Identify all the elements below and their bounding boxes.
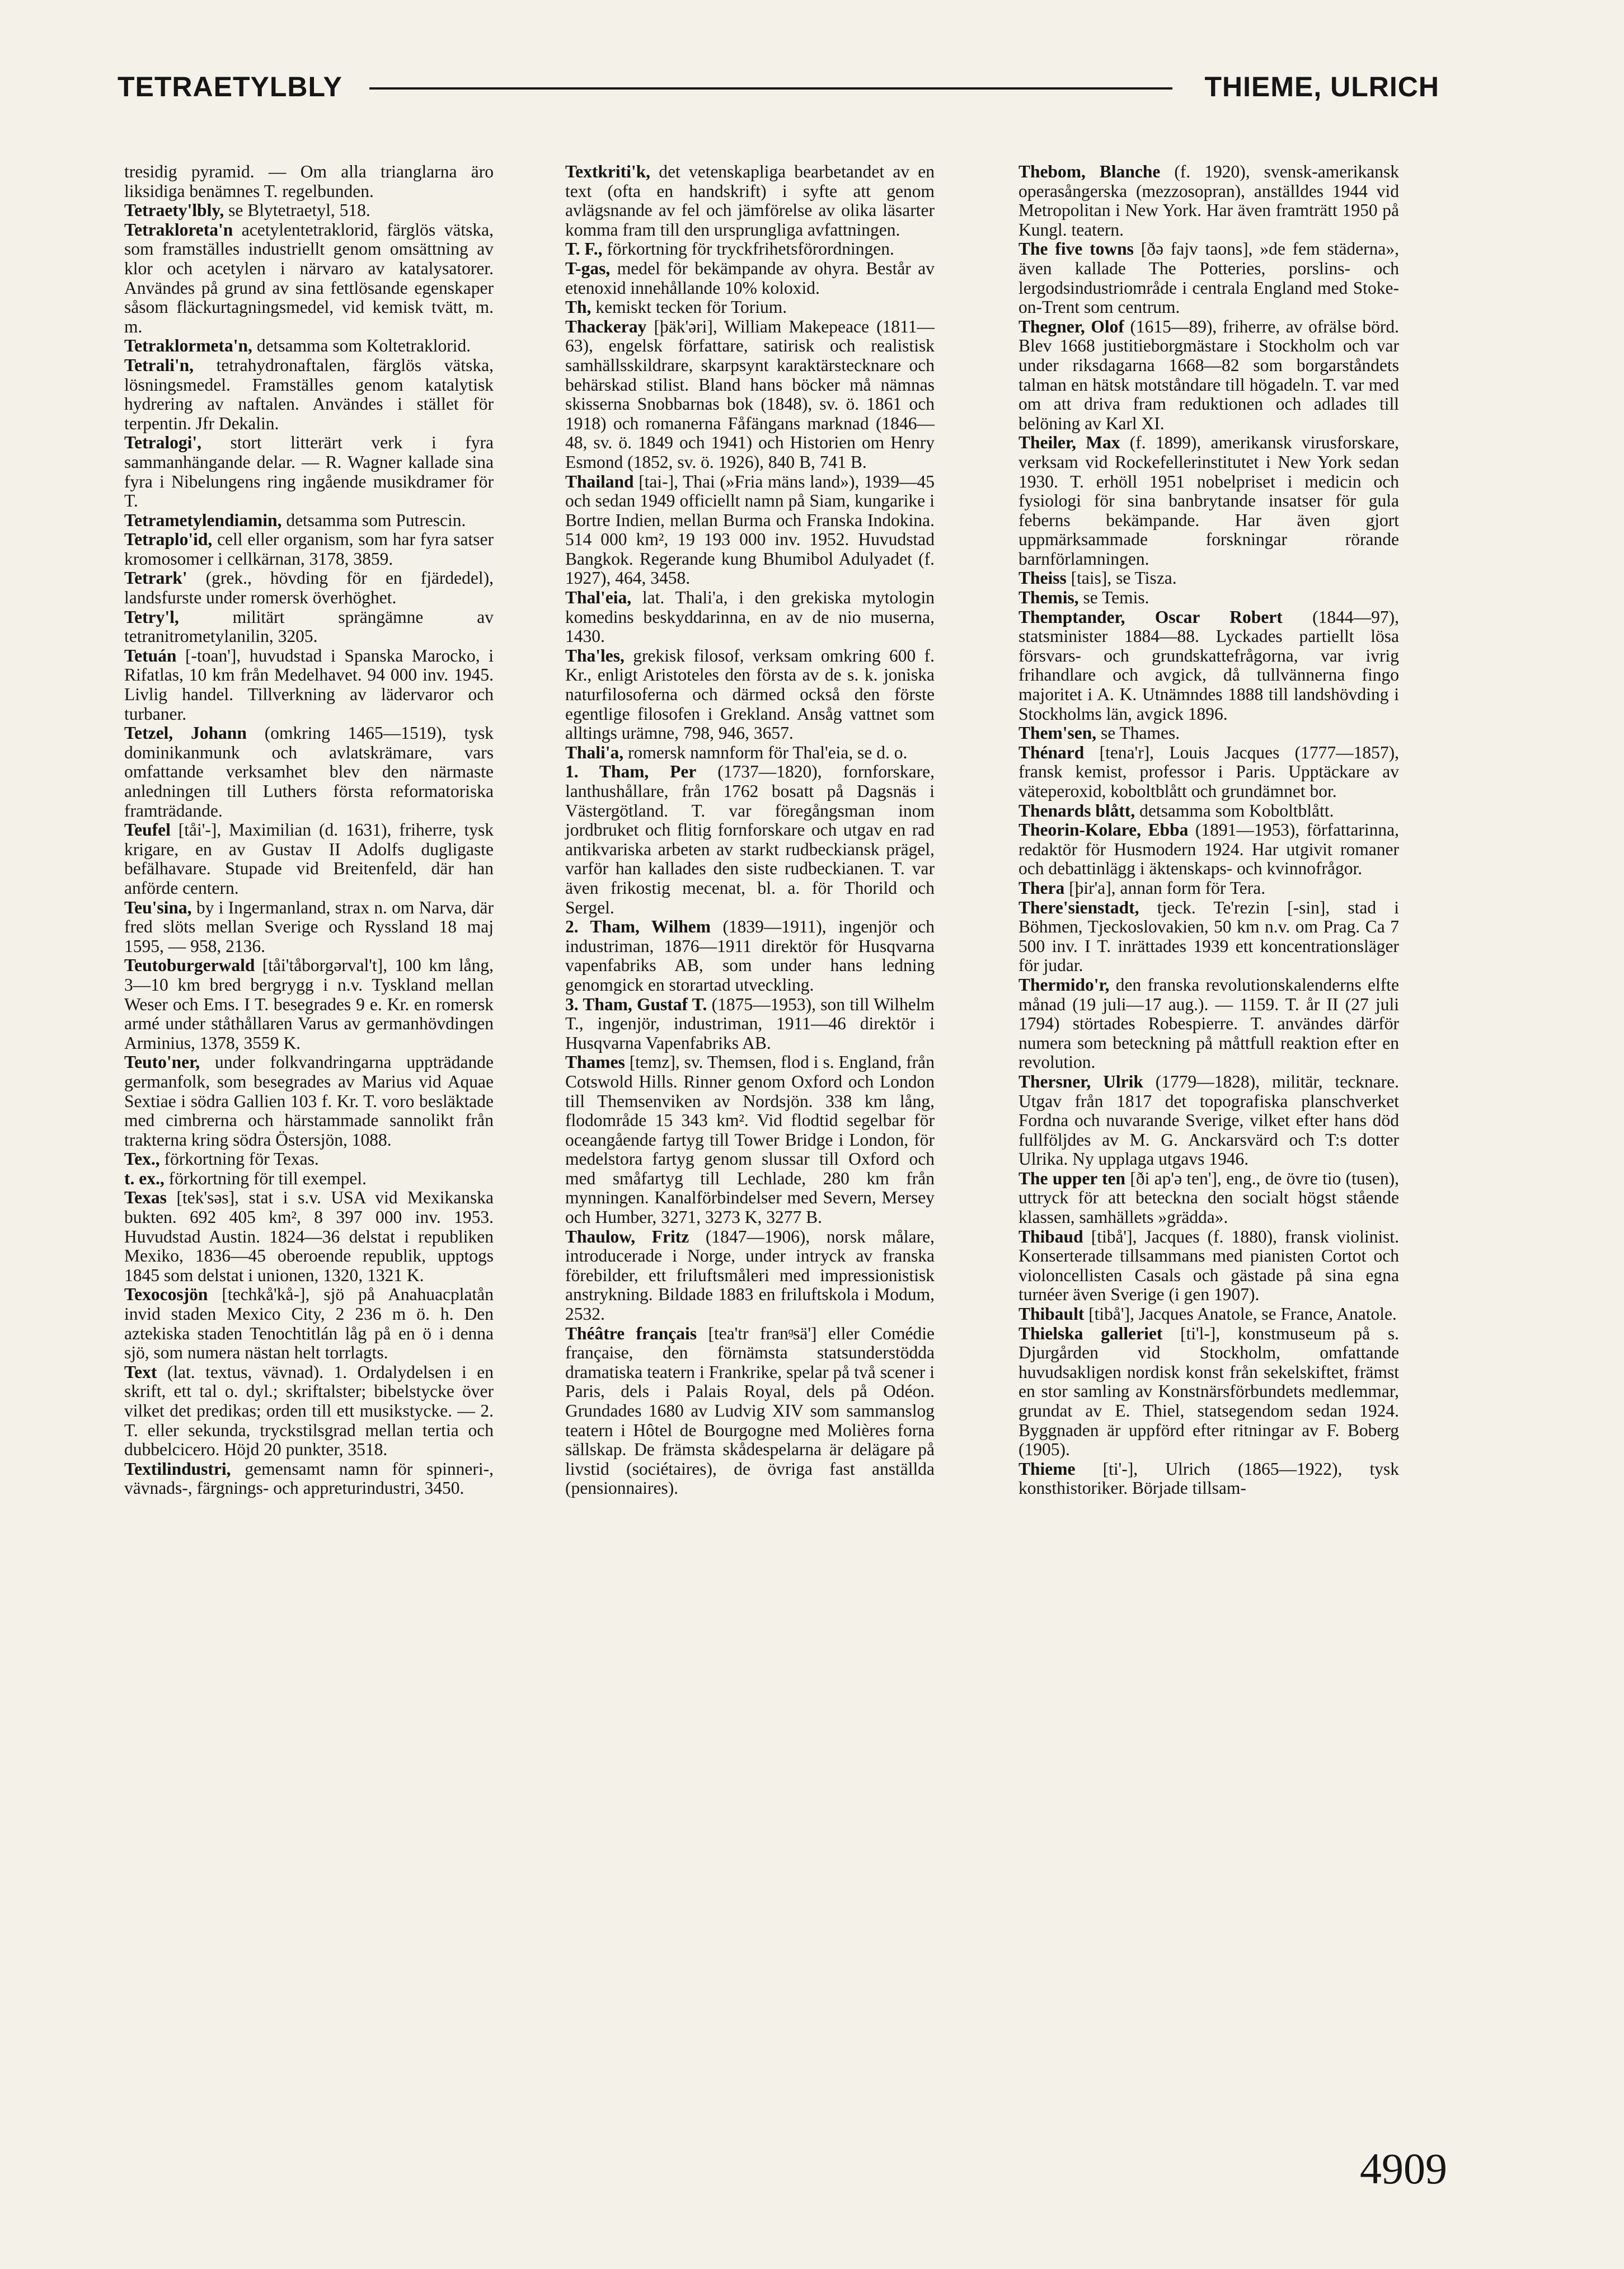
dictionary-entry: [565, 298, 935, 317]
entry-headword: Tetrakloreta'n: [124, 219, 233, 240]
entry-definition: (1779—1828), militär, tecknare. Utgav från 1817 det topografiska planschverket Fordna och nuvarande Sverige, vilket efter hans död fullföljdes av M. G. Anckarsvärd och T:s dotter Ulrika. Ny upplaga utgavs 1946.: [1018, 1071, 1400, 1169]
entry-definition: [-toan'], huvudstad i Spanska Marocko, i Rifatlas, 10 km från Medelhavet. 94 000 inv. 1945. Livlig handel. Tillverkning av lädervaror och turbaner.: [124, 645, 494, 724]
entry-definition: grekisk filosof, verksam omkring 600 f. Kr., enligt Aristoteles den första av de s. k. joniska naturfilosoferna och därmed också den förste egentlige filosofen i Grekland. Ansåg vattnet som alltings urämne, 798, 946, 3657.: [565, 645, 935, 743]
entry-headword: 2. Tham, Wilhem: [565, 917, 711, 937]
dictionary-entry: [1018, 879, 1399, 898]
entry-definition: (1847—1906), norsk målare, introducerade i Norge, under intryck av franska förebilder, ett friluftsmåleri med impressionistisk anstrykning. Bildade 1883 en friluftskola i Modum, 2532.: [565, 1226, 935, 1324]
dictionary-entry: [124, 1188, 494, 1285]
entry-headword: Tetuán: [124, 645, 177, 665]
entry-definition: [ði ap'ə ten'], eng., de övre tio (tusen), uttryck för att beteckna den socialt högst stående klassen, samhällets »grädda».: [1018, 1168, 1400, 1227]
dictionary-entry: [124, 956, 494, 1053]
entry-headword: Th,: [565, 297, 592, 317]
dictionary-entry: [124, 898, 494, 957]
dictionary-entry: [565, 995, 935, 1053]
dictionary-entry: [124, 724, 494, 821]
entry-definition: den franska revolutionskalenderns elfte månad (19 juli—17 aug.). — 1159. T. år II (27 juli 1794) störtades Robespierre. T. användes därför numera som beteckning på måttfull reaktion efter en revolution.: [1018, 974, 1399, 1072]
entry-headword: Textkriti'k,: [565, 162, 650, 181]
entry-headword: Theiss: [1018, 568, 1067, 588]
dictionary-entry: [1018, 801, 1399, 821]
dictionary-entry: [565, 240, 935, 259]
entry-headword: Thieme: [1018, 1459, 1076, 1479]
entry-definition: kemiskt tecken för Torium.: [595, 297, 787, 317]
entry-headword: Thames: [565, 1052, 625, 1072]
dictionary-entry: [565, 472, 935, 589]
entry-headword: Tetralogi',: [124, 433, 201, 453]
dictionary-entry: [1018, 433, 1399, 569]
dictionary-entry: [124, 201, 494, 221]
entry-definition: [tek'səs], stat i s.v. USA vid Mexikanska bukten. 692 405 km², 8 397 000 inv. 1953. Huvudstad Austin. 1824—36 delstat i republiken Mexiko, 1836—45 oberoende republik, upptogs 1845 som delstat i unionen, 1320, 1321 K.: [124, 1188, 494, 1285]
dictionary-entry: [1018, 1169, 1399, 1227]
entry-headword: Tetraklormeta'n,: [124, 336, 252, 356]
entry-headword: The five towns: [1018, 239, 1134, 259]
entry-headword: Tex.,: [124, 1149, 160, 1169]
dictionary-entry: [565, 743, 935, 763]
dictionary-entry: [1018, 1324, 1399, 1460]
entry-definition: (1839—1911), ingenjör och industriman, 1876—1911 direktör för Husqvarna vapenfabriks AB, som under hans ledning genomgick en storartad utveckling.: [565, 917, 935, 995]
dictionary-entry: [1018, 569, 1399, 588]
entry-definition: det vetenskapliga bearbetandet av en text (ofta en handskrift) i syfte att genom avlägsnande av fel och jämförelse av olika läsarter komma fram till den ursprungliga avfattningen.: [565, 162, 935, 240]
entry-headword: Thénard: [1018, 742, 1085, 762]
entry-headword: 1. Tham, Per: [565, 762, 697, 782]
entry-headword: Themptander, Oscar Robert: [1018, 607, 1283, 627]
dictionary-entry: [1018, 743, 1399, 801]
entry-headword: Thal'eia,: [565, 588, 632, 608]
entry-definition: (f. 1899), amerikansk virusforskare, verksam vid Rockefellerinstitutet i New York sedan 1930. T. erhöll 1951 nobelpriset i medicin och fysiologi för sina banbrytande insatser för gula feberns bekämpande. Har även gjort uppmärksammade forskningar rörande barnförlamningen.: [1018, 433, 1400, 569]
entry-definition: by i Ingermanland, strax n. om Narva, där fred slöts mellan Sverige och Ryssland 18 maj 1595, — 958, 2136.: [124, 897, 494, 956]
entry-definition: [tåi'tåborgərval't], 100 km lång, 3—10 km bred bergrygg i n.v. Tyskland mellan Weser och Ems. I T. besegrades 9 e. Kr. en romersk armé under ståthållaren Varus av germanhövdingen Arminius, 1378, 3559 K.: [124, 955, 494, 1053]
entry-definition: förkortning för Texas.: [164, 1149, 319, 1169]
dictionary-entry: [124, 221, 494, 337]
dictionary-entry: [1018, 1072, 1399, 1169]
entry-definition: under folkvandringarna uppträdande germanfolk, som besegrades av Marius vid Aquae Sextiae i södra Gallien 103 f. Kr. T. voro besläktade med cimbrerna och härstammade sannolikt från trakterna kring södra Östersjön, 1088.: [124, 1052, 494, 1150]
entry-headword: Thaulow, Fritz: [565, 1226, 689, 1246]
entry-definition: lat. Thali'a, i den grekiska mytologin komedins beskyddarinna, en av de nio muserna, 1430.: [565, 588, 935, 646]
entry-definition: [tais], se Tisza.: [1071, 568, 1177, 588]
dictionary-entry: [124, 1460, 494, 1498]
entry-headword: Théâtre français: [565, 1323, 697, 1343]
running-head-right: THIEME, ULRICH: [1204, 71, 1439, 102]
dictionary-entry: [124, 530, 494, 569]
entry-definition: (omkring 1465—1519), tysk dominikanmunk och avlatskrämare, vars omfattande verksamhet blev den närmaste anledningen till Luthers första reformatoriska framträdande.: [124, 723, 494, 821]
dictionary-entry: [124, 821, 494, 898]
dictionary-entry: [565, 588, 935, 646]
entry-headword: Thersner, Ulrik: [1018, 1071, 1143, 1091]
entry-headword: Tetraplo'id,: [124, 529, 213, 550]
dictionary-entry: [124, 1053, 494, 1150]
entry-definition: [temz], sv. Themsen, flod i s. England, från Cotswold Hills. Rinner genom Oxford och London till Themsenviken av Nordsjön. 338 km lång, flodområde 15 343 km². Vid flodtid segelbar för oceangående fartyg till Tower Bridge i London, för medelstora fartyg genom slussar till Oxford och med småfartyg till Lechlade, 280 km från mynningen. Kanalförbindelser med Severn, Mersey och Humber, 3271, 3273 K, 3277 B.: [565, 1052, 935, 1227]
entry-definition: tetrahydronaftalen, färglös vätska, lösningsmedel. Framställes genom katalytisk hydrering av naftalen. Användes i stället för terpentin. Jfr Dekalin.: [124, 355, 494, 433]
entry-headword: T. F.,: [565, 239, 603, 259]
entry-headword: Tetrark': [124, 568, 187, 588]
entry-definition: [ti'l-], konstmuseum på s. Djurgården vid Stockholm, omfattande huvudsakligen nordisk konst från sekelskiftet, främst en stor samling av Konstnärsförbundets medlemmar, grundat av E. Thiel, statsegendom sedan 1924. Byggnaden är uppförd efter ritningar av F. Boberg (1905).: [1018, 1323, 1399, 1460]
entry-headword: Teufel: [124, 820, 171, 840]
entry-definition: [tåi'-], Maximilian (d. 1631), friherre, tysk krigare, en av Gustav II Adolfs dugligaste befälhavare. Stupade vid Breitenfeld, där han anförde centern.: [124, 820, 494, 898]
dictionary-entry: [565, 762, 935, 917]
entry-headword: Teuto'ner,: [124, 1052, 200, 1072]
entry-definition: (lat. textus, vävnad). 1. Ordalydelsen i en skrift, ett tal o. dyl.; skriftalster; bibelstycke över vilket det predikas; orden till ett musikstycke. — 2. T. eller sekunda, tryckstilsgrad mellan tertia och dubbelcicero. Höjd 20 punkter, 3518.: [124, 1362, 494, 1460]
entry-definition: [þir'a], annan form för Tera.: [1069, 878, 1266, 898]
entry-headword: Tetrametylendiamin,: [124, 510, 282, 530]
entry-headword: Theiler, Max: [1018, 433, 1120, 453]
entry-definition: förkortning för till exempel.: [168, 1168, 367, 1188]
entry-headword: t. ex.,: [124, 1168, 165, 1188]
dictionary-entry: [1018, 976, 1399, 1072]
dictionary-entry: [124, 1363, 494, 1460]
entry-definition: [tibå'], Jacques Anatole, se France, Anatole.: [1088, 1304, 1397, 1324]
entry-headword: Thali'a,: [565, 742, 624, 762]
entry-definition: stort litterärt verk i fyra sammanhängande delar. — R. Wagner kallade sina fyra i Nibelungens ring ingående musikdramer för T.: [124, 433, 494, 511]
entry-definition: [techkå'kå-], sjö på Anahuacplatån invid staden Mexico City, 2 236 m ö. h. Den aztekiska staden Tenochtitlán låg på en ö i denna sjö, som numera nästan helt torrlagts.: [124, 1284, 494, 1363]
dictionary-entry: [124, 1169, 494, 1189]
dictionary-entry: [124, 511, 494, 531]
entry-definition: se Temis.: [1083, 588, 1149, 608]
entry-headword: Thebom, Blanche: [1018, 162, 1161, 181]
entry-definition: [ðə fajv taons], »de fem städerna», även kallade The Potteries, porslins- och lergodsindustriområde i centrala England med Stoke-on-Trent som centrum.: [1018, 239, 1400, 317]
entry-definition: tjeck. Te'rezin [-sin], stad i Böhmen, Tjeckoslovakien, 50 km n.v. om Prag. Ca 7 500 inv. I T. inrättades 1939 ett koncentrationsläger för judar.: [1018, 897, 1400, 976]
entry-headword: Tetraety'lbly,: [124, 200, 224, 221]
entry-definition: [þäk'əri], William Makepeace (1811—63), engelsk författare, satirisk och realistisk samhällsskildrare, skarpsynt karaktärstecknare och behärskad stilist. Bland hans böcker må nämnas skisserna Snobbarnas bok (1848), sv. ö. 1861 och 1918) och romanerna Fåfängans marknad (1846—48, sv. ö. 1849 och 1941) och Historien om Henry Esmond (1852, sv. ö. 1926), 840 B, 741 B.: [565, 316, 935, 472]
dictionary-entry: [565, 1324, 935, 1498]
entry-headword: Thielska galleriet: [1018, 1323, 1163, 1343]
entry-definition: [tibå'], Jacques (f. 1880), fransk violinist. Konserterade tillsammans med pianisten Cortot och violoncellisten Casals och gästade på sina egna turnéer även Sverige (i gen 1907).: [1018, 1226, 1400, 1305]
dictionary-entry: [1018, 588, 1399, 608]
entry-definition: detsamma som Putrescin.: [286, 510, 466, 530]
column-1: [124, 162, 494, 1498]
entry-definition: militärt sprängämne av tetranitrometylanilin, 3205.: [124, 607, 494, 646]
column-2: [565, 162, 935, 1498]
entry-headword: Tha'les,: [565, 645, 625, 665]
entry-headword: Theorin-Kolare, Ebba: [1018, 820, 1189, 840]
dictionary-entry: [1018, 1305, 1399, 1324]
entry-headword: Thenards blått,: [1018, 800, 1135, 821]
dictionary-entry: [1018, 898, 1399, 976]
entry-headword: 3. Tham, Gustaf T.: [565, 994, 707, 1014]
entry-headword: The upper ten: [1018, 1168, 1126, 1188]
entry-definition: se Thames.: [1101, 723, 1180, 743]
dictionary-entry: [1018, 240, 1399, 317]
entry-definition: [tea'tr franᶢsä'] eller Comédie française, den förnämsta statsunderstödda dramatiska teatern i Frankrike, spelar på två scener i Paris, dels i Palais Royal, dels på Odéon. Grundades 1680 av Ludvig XIV som sammanslog teatern i Hôtel de Bourgogne med Molières forna sällskap. De främsta skådespelarna är delägare på livstid (sociétaires), de övriga fast anställda (pensionnaires).: [565, 1323, 935, 1498]
entry-headword: There'sienstadt,: [1018, 897, 1139, 917]
dictionary-entry: [1018, 162, 1399, 240]
entry-headword: Thera: [1018, 878, 1065, 898]
entry-definition: [tai-], Thai (»Fria mäns land»), 1939—45 och sedan 1949 officiellt namn på Siam, kungarike i Bortre Indien, mellan Burma och Franska Indokina. 514 000 km², 19 193 000 inv. 1952. Huvudstad Bangkok. Regerande kung Bhumibol Adulyadet (f. 1927), 464, 3458.: [565, 471, 935, 588]
dictionary-entry: [1018, 1460, 1399, 1498]
entry-definition: (grek., hövding för en fjärdedel), landsfurste under romersk överhöghet.: [124, 568, 494, 608]
entry-definition: romersk namnform för Thal'eia, se d. o.: [628, 742, 908, 762]
dictionary-entry: [565, 1053, 935, 1227]
dictionary-entry: [565, 646, 935, 743]
dictionary-entry: [565, 317, 935, 472]
entry-headword: Thibault: [1018, 1304, 1085, 1324]
entry-definition: gemensamt namn för spinneri-, vävnads-, färgnings- och appreturindustri, 3450.: [124, 1459, 494, 1498]
dictionary-entry: [124, 1150, 494, 1169]
entry-definition: förkortning för tryckfrihetsförordningen.: [607, 239, 894, 259]
dictionary-entry: [1018, 821, 1399, 879]
dictionary-entry: [124, 336, 494, 356]
entry-definition: cell eller organism, som har fyra satser kromosomer i cellkärnan, 3178, 3859.: [124, 529, 494, 569]
header-rule: [369, 87, 1172, 90]
running-head-left: TETRAETYLBLY: [118, 71, 342, 102]
entry-definition: [ti'-], Ulrich (1865—1922), tysk konsthistoriker. Började tillsam-: [1018, 1459, 1399, 1498]
entry-headword: Text: [124, 1362, 157, 1382]
entry-headword: Teu'sina,: [124, 897, 192, 917]
entry-headword: Themis,: [1018, 588, 1079, 608]
entry-definition: acetylentetraklorid, färglös vätska, som framställes industriellt genom omsättning av klor och acetylen i närvaro av katalysatorer. Användes på grund av sina fettlösande egenskaper såsom fläckurtagningsmedel, vid kemisk tvätt, m. m.: [124, 219, 494, 336]
page-number: 4909: [1360, 2144, 1447, 2193]
entry-headword: Texas: [124, 1188, 167, 1208]
entry-definition: (1844—97), statsminister 1884—88. Lyckades partiellt lösa försvars- och grundskattefrågorna, var ivrig frihandlare och avgick, då tullvännerna fingo majoritet i A. K. Utnämndes 1888 till landshövding i Stockholms län, avgick 1896.: [1018, 607, 1399, 724]
entry-definition: (1737—1820), fornforskare, lanthushållare, från 1762 bosatt på Dagsnäs i Västergötland. T. var föregångsman inom jordbruket och flitig fornforskare och utgav en rad antikvariska arbeten av starkt rudbeckiansk prägel, varför han kallades den siste rudbeckianen. T. var även frikostig mecenat, bl. a. för Thorild och Sergel.: [565, 762, 935, 917]
column-3: [1018, 162, 1399, 1498]
dictionary-entry: [124, 608, 494, 646]
entry-headword: Tetzel, Johann: [124, 723, 247, 743]
entry-headword: Tetrali'n,: [124, 355, 194, 375]
entry-headword: Thegner, Olof: [1018, 316, 1124, 336]
dictionary-entry: [1018, 608, 1399, 724]
dictionary-entry: [565, 1227, 935, 1324]
entry-headword: Thackeray: [565, 316, 647, 336]
entry-headword: Them'sen,: [1018, 723, 1097, 743]
dictionary-entry: [1018, 724, 1399, 743]
entry-definition: [tena'r], Louis Jacques (1777—1857), fransk kemist, professor i Paris. Upptäckare av väteperoxid, koboltblått och grundämnet bor.: [1018, 742, 1399, 801]
entry-definition: medel för bekämpande av ohyra. Består av etenoxid innehållande 10% koloxid.: [565, 258, 935, 298]
dictionary-entry: [1018, 1227, 1399, 1305]
entry-definition: (f. 1920), svensk-amerikansk operasångerska (mezzosopran), anställdes 1944 vid Metropolitan i New York. Har även framträtt 1950 på Kungl. teatern.: [1018, 162, 1399, 240]
entry-definition: detsamma som Koltetraklorid.: [256, 336, 471, 356]
entry-definition: (1615—89), friherre, av ofrälse börd. Blev 1668 justitieborgmästare i Stockholm och var under riksdagarna 1668—82 som borgarståndets talman en hätsk motståndare till högadeln. T. var med om att driva fram reduktionen och adlades till belöning av Karl XI.: [1018, 316, 1400, 433]
entry-headword: Thibaud: [1018, 1226, 1083, 1246]
dictionary-entry: [565, 917, 935, 995]
dictionary-entry: [124, 433, 494, 510]
entry-headword: Textilindustri,: [124, 1459, 231, 1479]
entry-definition: se Blytetraetyl, 518.: [228, 200, 370, 221]
entry-headword: Teutoburgerwald: [124, 955, 255, 976]
dictionary-entry: [124, 1285, 494, 1362]
entry-headword: Tetry'l,: [124, 607, 179, 627]
dictionary-entry: [124, 356, 494, 433]
entry-headword: Texocosjön: [124, 1284, 208, 1305]
dictionary-entry: [565, 162, 935, 240]
dictionary-entry: [124, 646, 494, 724]
entry-definition: detsamma som Koboltblått.: [1139, 800, 1334, 821]
entry-headword: T-gas,: [565, 258, 611, 278]
entry-definition: (1875—1953), son till Wilhelm T., ingenjör, industriman, 1911—46 direktör i Husqvarna Vapenfabriks AB.: [565, 994, 935, 1053]
continued-text: tresidig pyramid. — Om alla trianglarna äro liksidiga benämnes T. regelbunden.: [124, 162, 494, 201]
entry-headword: Thermido'r,: [1018, 974, 1110, 995]
dictionary-entry: [124, 569, 494, 607]
entry-headword: Thailand: [565, 471, 634, 491]
entry-definition: (1891—1953), författarinna, redaktör för Husmodern 1924. Har utgivit romaner och debattinlägg i äktenskaps- och kvinnofrågor.: [1018, 820, 1400, 879]
dictionary-entry: [1018, 317, 1399, 434]
dictionary-entry: [565, 259, 935, 298]
